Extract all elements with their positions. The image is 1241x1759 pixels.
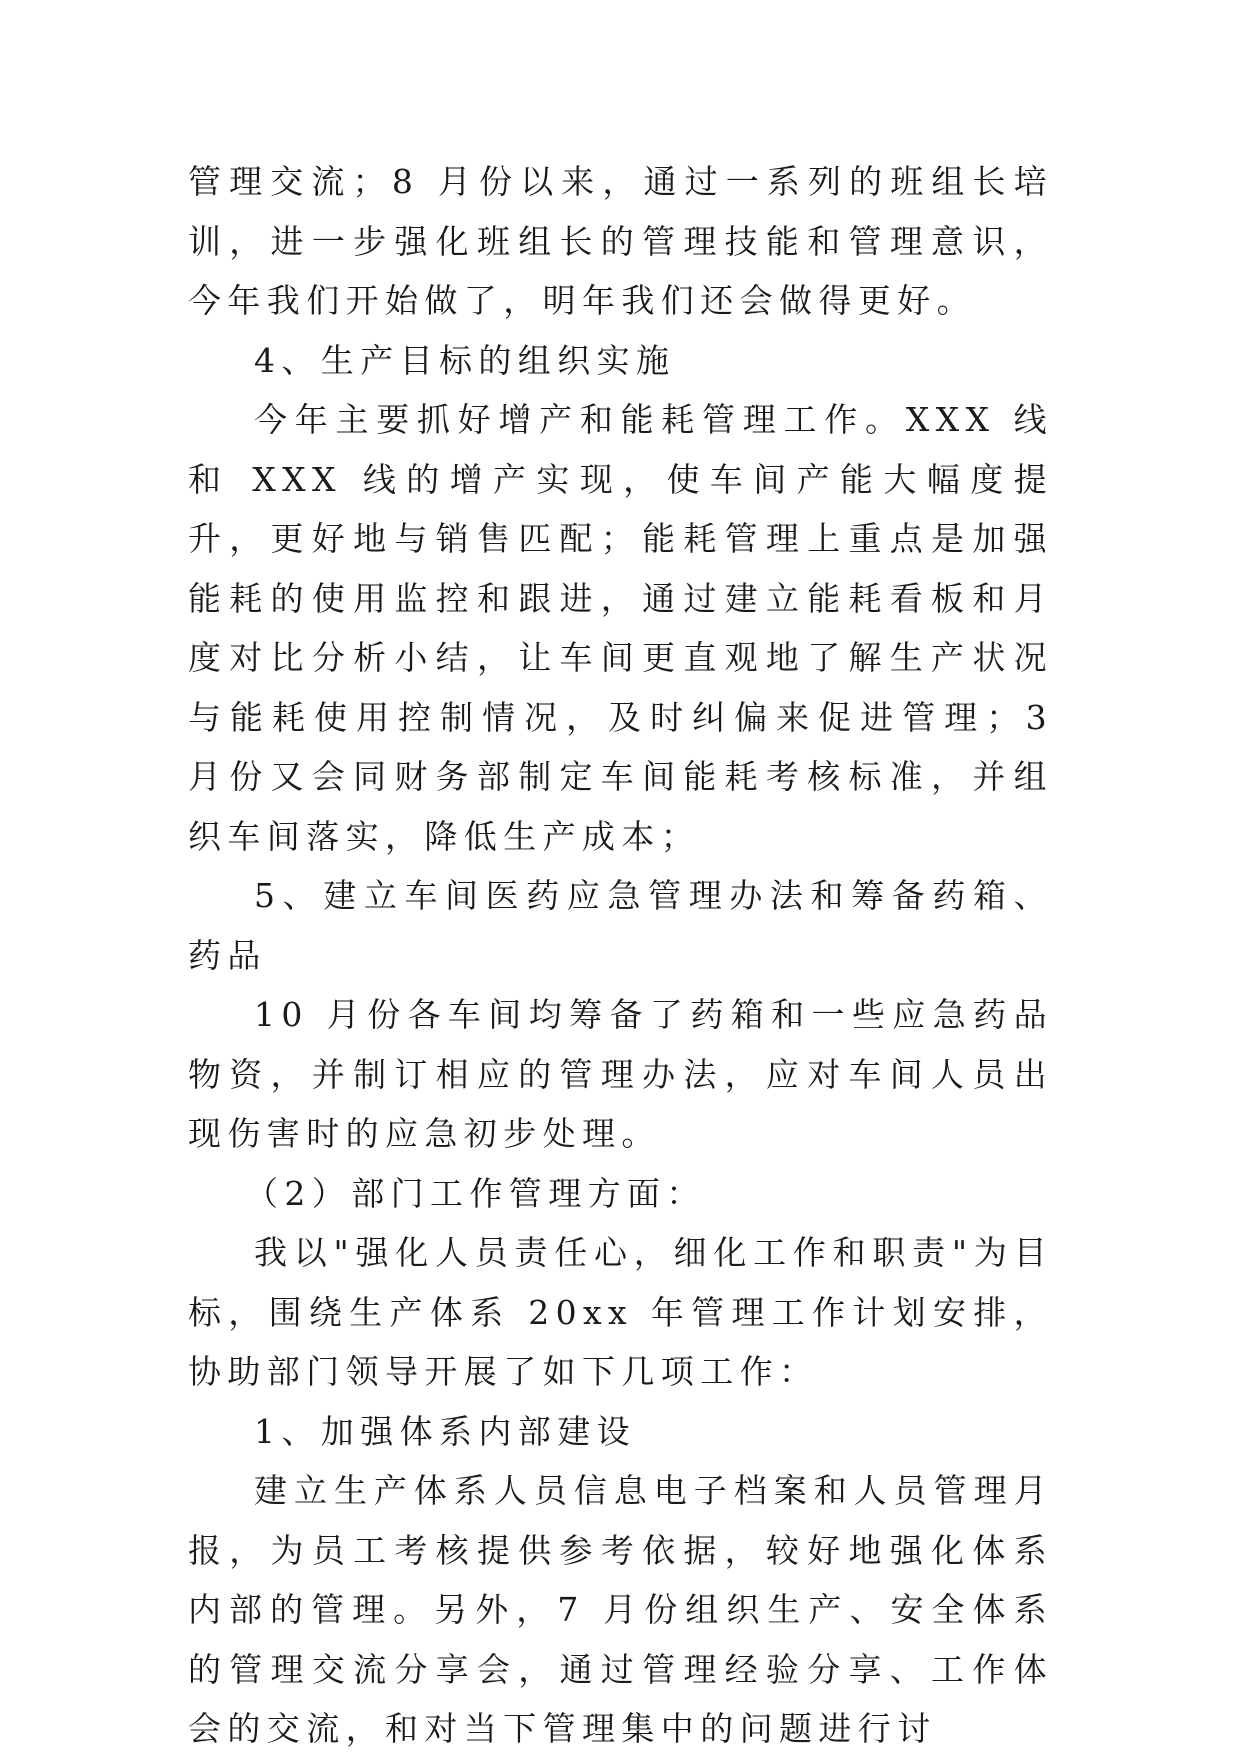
document-body: [188, 152, 1053, 1759]
section-heading-1: 1、加强体系内部建设: [254, 1411, 636, 1451]
subsection-heading-department: （2）部门工作管理方面：: [245, 1173, 706, 1213]
section-heading-5: 5、建立车间医药应急管理办法和筹备药箱、药品: [188, 876, 1053, 975]
paragraph-medical-kits: 10 月份各车间均筹备了药箱和一些应急药品物资，并制订相应的管理办法，应对车间人员出现伤害时的应急初步处理。: [188, 995, 1053, 1153]
paragraph-continuation: 管理交流；8 月份以来，通过一系列的班组长培训，进一步强化班组长的管理技能和管理意识，今年我们开始做了，明年我们还会做得更好。: [188, 162, 1053, 320]
paragraph-department-goal: 我以"强化人员责任心，细化工作和职责"为目标，围绕生产体系 20xx 年管理工作计划安排，协助部门领导开展了如下几项工作：: [188, 1233, 1053, 1391]
section-heading-4: 4、生产目标的组织实施: [254, 340, 676, 380]
paragraph-production-goals: 今年主要抓好增产和能耗管理工作。XXX 线和 XXX 线的增产实现，使车间产能大幅度提升，更好地与销售匹配；能耗管理上重点是加强能耗的使用监控和跟进，通过建立能耗看板和月度对比分析小结，让车间更直观地了解生产状况与能耗使用控制情况，及时纠偏来促进管理；3 月份又会同财务部制定车间能耗考核标准，并组织车间落实，降低生产成本；: [188, 400, 1053, 856]
paragraph-internal-construction: 建立生产体系人员信息电子档案和人员管理月报，为员工考核提供参考依据，较好地强化体系内部的管理。另外，7 月份组织生产、安全体系的管理交流分享会，通过管理经验分享、工作体会的交流，和对当下管理集中的问题进行讨: [188, 1471, 1053, 1748]
